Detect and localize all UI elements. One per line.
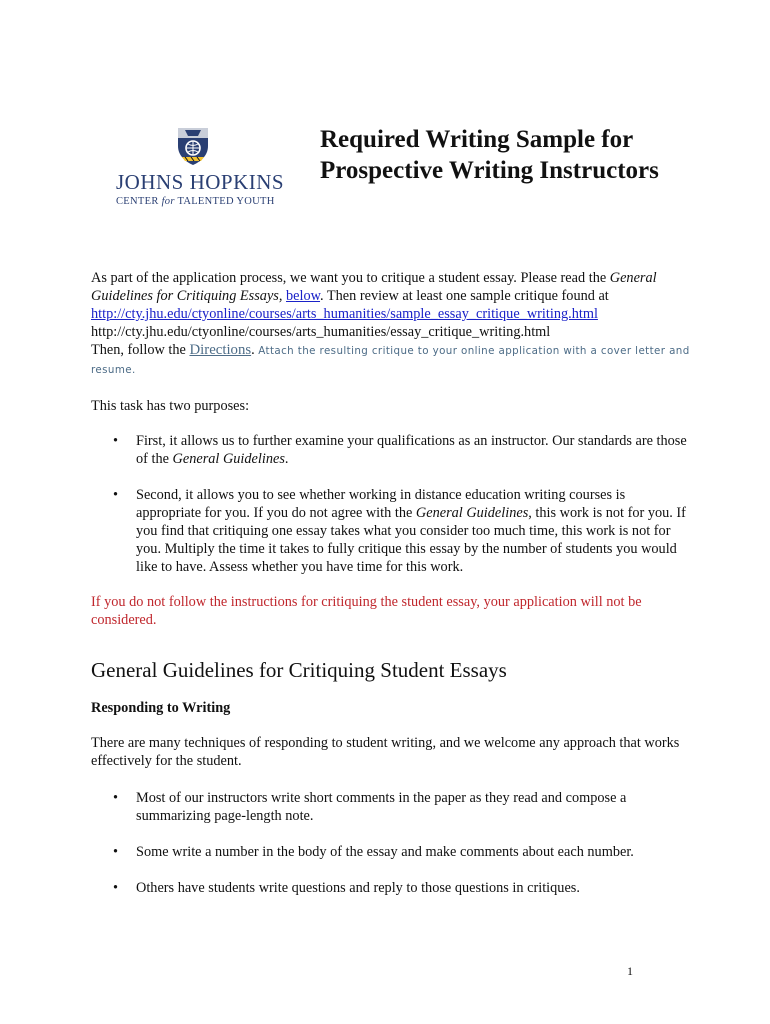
then-follow-text: Then, follow the xyxy=(91,342,190,358)
bullet-icon: • xyxy=(113,433,119,449)
below-link[interactable]: below xyxy=(286,288,321,304)
page-number: 1 xyxy=(627,964,633,978)
intro-text-2: . Then review at least one sample critique found at xyxy=(320,288,609,304)
purposes-list xyxy=(91,432,691,576)
cty-logo xyxy=(116,126,285,207)
purpose-2-text-a: Second, it allows you to see whether working in distance education writing courses is appropriate for you. If you do not agree with the xyxy=(136,487,626,521)
purpose-2-italic: General Guidelines xyxy=(415,505,529,521)
document-title xyxy=(320,124,659,186)
responding-subheading: Responding to Writing xyxy=(91,700,231,716)
technique-3-text: Others have students write questions and reply to those questions in critiques. xyxy=(136,880,580,896)
logo-sub-italic: for xyxy=(161,196,175,207)
purpose-1-text-b: . xyxy=(284,451,289,467)
purpose-2-text-b: , this work is not for you. If you find that critiquing one essay takes what you consider too much time, this work is not for you. Multiply the time it takes to fully critique this essay by the number of students you would like to have. Assess whether you have time for this work. xyxy=(136,505,686,575)
directions-link[interactable]: Directions xyxy=(189,342,252,358)
bullet-icon: • xyxy=(113,880,119,896)
sample-critique-link[interactable]: http://cty.jhu.edu/ctyonline/courses/arts_humanities/sample_essay_critique_writing.html xyxy=(91,306,598,322)
intro-text-1: As part of the application process, we want you to critique a student essay. Please read the xyxy=(91,270,610,286)
guidelines-title: General Guidelines for Critiquing Essays, xyxy=(91,270,657,304)
bullet-icon: • xyxy=(113,487,119,503)
techniques-list xyxy=(91,789,691,897)
purpose-1-text-a: First, it allows us to further examine your qualifications as an instructor. Our standards are those of the xyxy=(136,433,687,467)
warning-text: If you do not follow the instructions for critiquing the student essay, your application will not be considered. xyxy=(91,594,642,628)
logo-subtitle xyxy=(116,196,276,207)
title-line-1: Required Writing Sample for xyxy=(320,126,634,153)
attach-instruction: Attach the resulting critique to your online application with a cover letter and resume. xyxy=(91,345,690,376)
technique-item-2 xyxy=(91,843,691,861)
technique-1-text: Most of our instructors write short comments in the paper as they read and compose a summarizing page-length note. xyxy=(136,790,627,824)
title-line-2: Prospective Writing Instructors xyxy=(320,157,659,184)
purposes-heading: This task has two purposes: xyxy=(91,398,250,414)
purpose-1-italic: General Guidelines xyxy=(172,451,285,467)
bullet-icon: • xyxy=(113,790,119,806)
guidelines-heading: General Guidelines for Critiquing Student Essays xyxy=(91,658,507,682)
logo-sub-prefix: CENTER xyxy=(116,196,162,207)
logo-name: JOHNS HOPKINS xyxy=(116,170,285,194)
bullet-icon: • xyxy=(113,844,119,860)
document-body xyxy=(91,269,691,897)
purpose-item-2 xyxy=(91,486,691,576)
directions-period: . xyxy=(251,342,259,358)
technique-item-1 xyxy=(91,789,691,825)
responding-paragraph: There are many techniques of responding to student writing, and we welcome any approach that works effectively for the student. xyxy=(91,735,680,769)
technique-2-text: Some write a number in the body of the essay and make comments about each number. xyxy=(136,844,634,860)
jhu-shield-icon xyxy=(176,126,210,166)
essay-critique-url: http://cty.jhu.edu/ctyonline/courses/arts_humanities/essay_critique_writing.html xyxy=(91,324,551,340)
intro-paragraph xyxy=(91,269,691,379)
logo-sub-suffix: TALENTED YOUTH xyxy=(174,196,275,207)
technique-item-3 xyxy=(91,879,691,897)
purpose-item-1 xyxy=(91,432,691,468)
